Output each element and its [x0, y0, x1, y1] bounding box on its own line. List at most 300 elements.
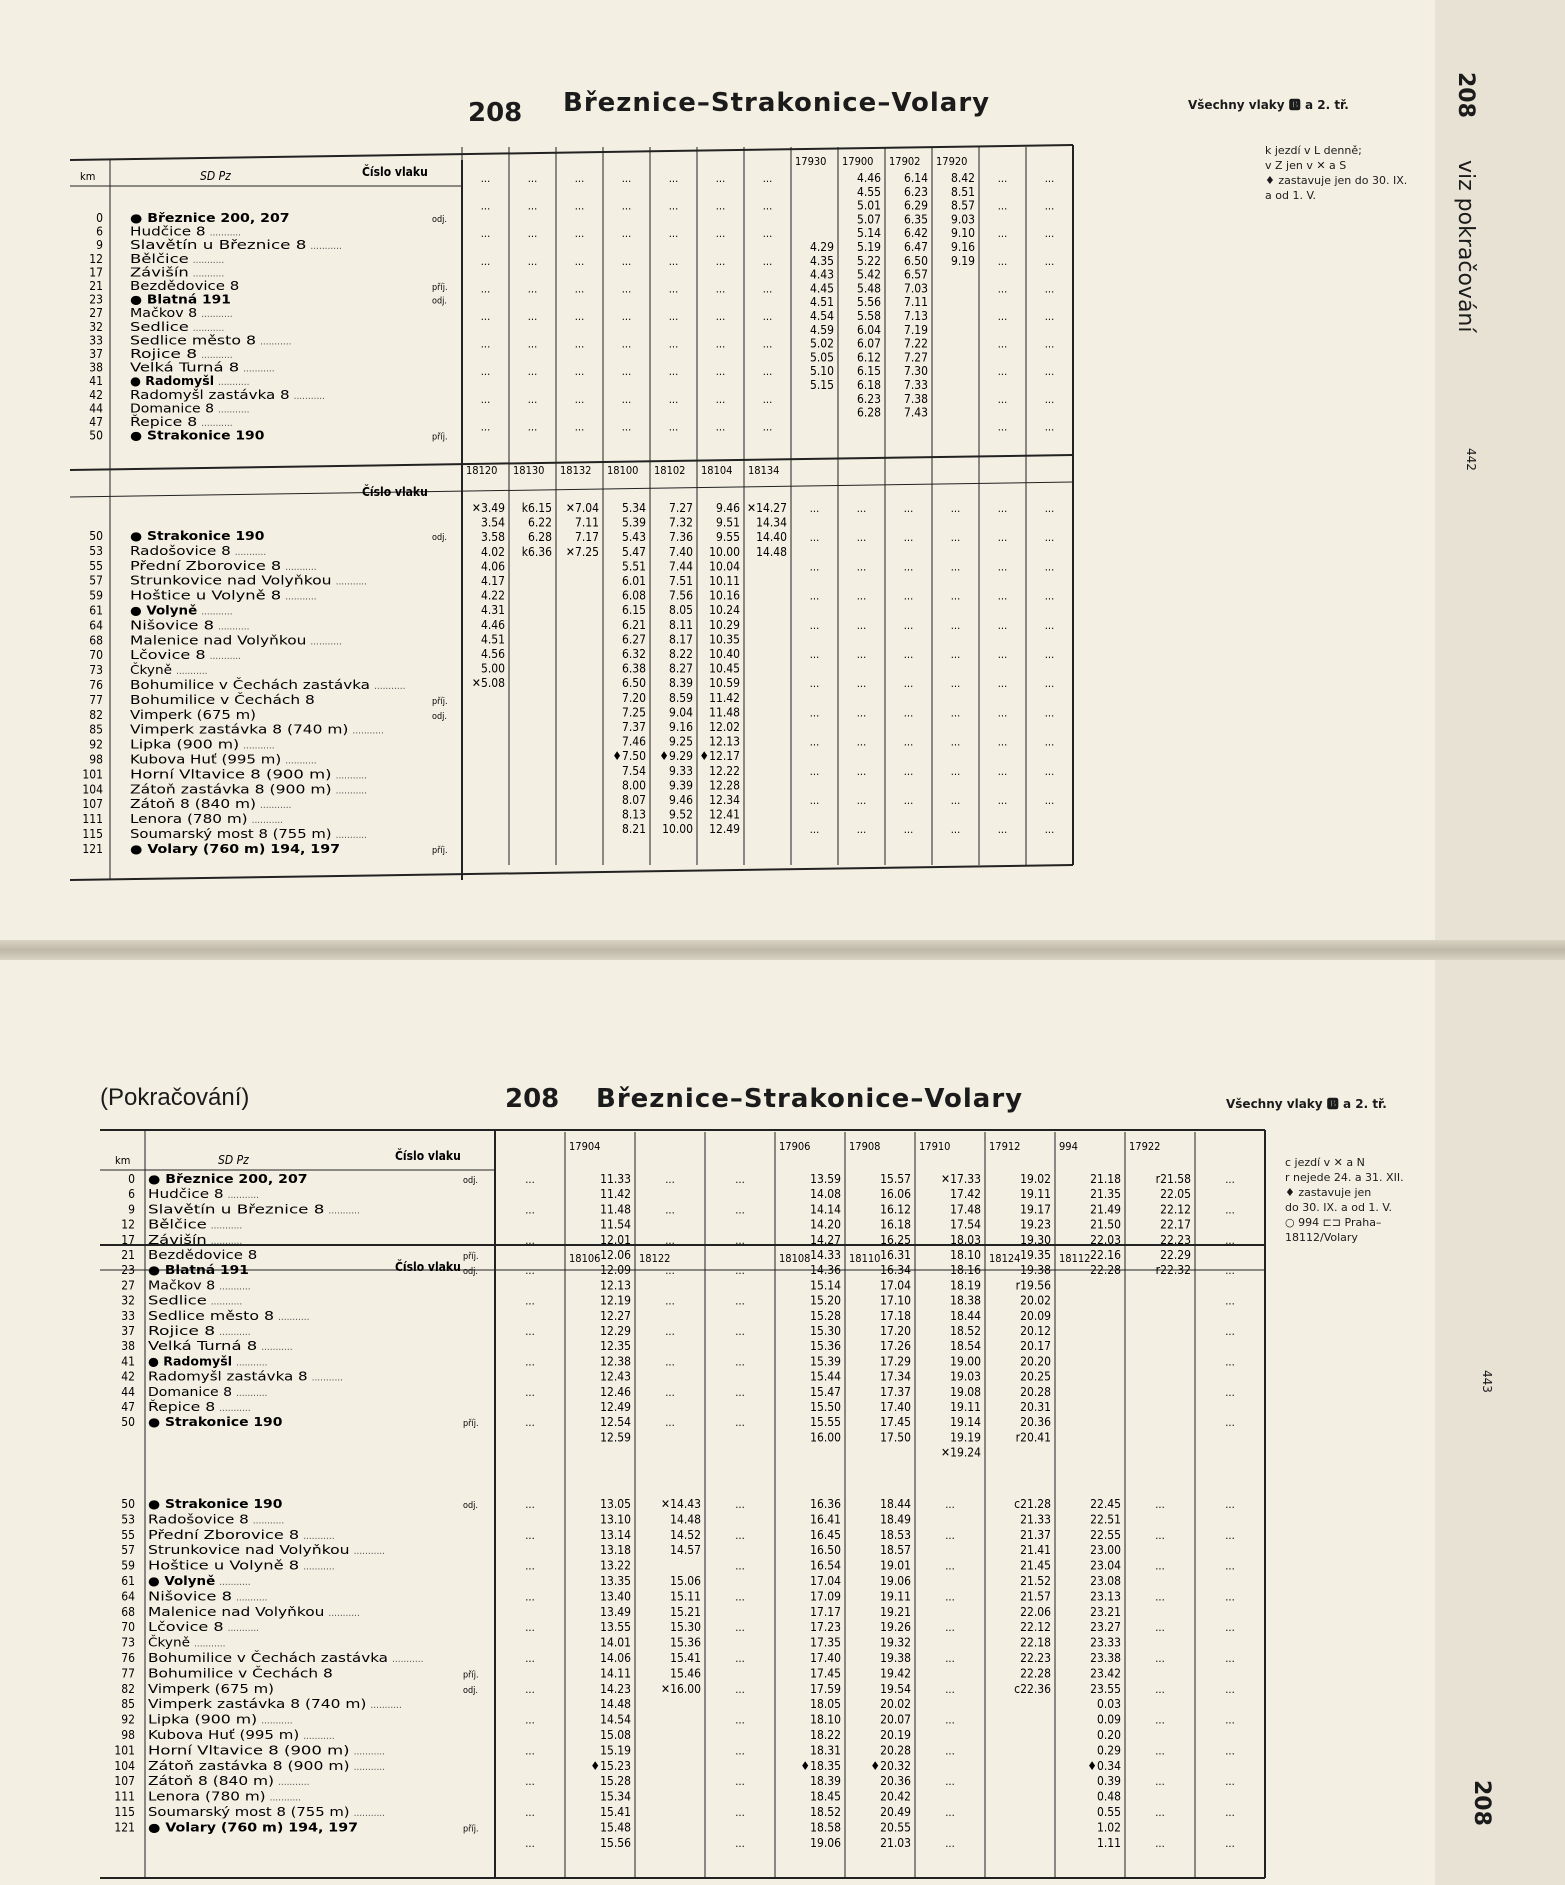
time-cell: 8.59	[668, 690, 693, 705]
empty-cell: ...	[735, 1806, 745, 1819]
leader-dots: ...........	[251, 815, 284, 827]
time-cell: 7.19	[903, 322, 928, 337]
time-cell: 6.50	[621, 676, 646, 691]
station-km: 44	[89, 401, 103, 416]
empty-cell: ...	[735, 1528, 745, 1542]
page-fold	[0, 940, 1565, 960]
empty-cell: ...	[1225, 1528, 1235, 1542]
time-cell: 6.38	[621, 661, 646, 676]
empty-cell: ...	[997, 618, 1008, 632]
leader-dots: ...........	[303, 1530, 335, 1542]
time-cell: 15.44	[810, 1369, 841, 1384]
empty-cell: ...	[715, 337, 726, 351]
leader-dots: ...........	[261, 1715, 293, 1727]
empty-cell: ...	[1155, 1528, 1165, 1542]
time-cell: 18.10	[810, 1712, 841, 1727]
station-name: ● Blatná 191	[148, 1263, 249, 1278]
station-name: ● Březnice 200, 207	[130, 211, 290, 225]
station-km: 98	[89, 752, 103, 767]
time-cell: 9.33	[668, 763, 693, 778]
empty-cell: ...	[856, 706, 867, 720]
time-cell: 9.39	[668, 778, 693, 793]
time-cell: 13.49	[600, 1604, 631, 1619]
empty-cell: ...	[735, 1744, 745, 1758]
time-cell: 8.27	[668, 661, 693, 676]
leader-dots: ...........	[192, 268, 225, 280]
train-number: 18132	[560, 464, 592, 477]
empty-cell: ...	[903, 764, 914, 778]
time-cell: ♦7.50	[612, 749, 646, 764]
time-cell: 12.38	[600, 1354, 631, 1369]
time-cell: 11.33	[600, 1172, 631, 1186]
empty-cell: ...	[1044, 764, 1055, 778]
station-name: Mačkov 8	[148, 1278, 216, 1293]
empty-cell: ...	[525, 1385, 535, 1399]
station-km: 107	[114, 1774, 135, 1789]
leader-dots: ...........	[236, 1357, 268, 1369]
leader-dots: ...........	[370, 1700, 402, 1712]
time-cell: ✕3.49	[471, 501, 505, 515]
empty-cell: ...	[945, 1498, 955, 1511]
station-name: Sedlice	[130, 319, 190, 334]
empty-cell: ...	[950, 677, 961, 691]
time-cell: 22.55	[1090, 1527, 1121, 1542]
empty-cell: ...	[1225, 1590, 1235, 1604]
station-name: Bezdědovice 8	[130, 279, 240, 293]
station-km: 6	[128, 1187, 135, 1202]
empty-cell: ...	[1044, 227, 1055, 241]
empty-cell: ...	[856, 823, 867, 837]
time-cell: 0.03	[1096, 1697, 1121, 1712]
empty-cell: ...	[997, 706, 1008, 720]
empty-cell: ...	[574, 420, 585, 434]
leader-dots: ...........	[353, 1546, 386, 1558]
station-name: Radomyšl zastávka 8	[148, 1369, 308, 1384]
empty-cell: ...	[809, 618, 820, 632]
station-km: 9	[128, 1202, 135, 1217]
station-km: 41	[121, 1354, 135, 1369]
time-cell: 17.37	[880, 1384, 911, 1399]
leader-dots: ...........	[210, 1296, 243, 1308]
empty-cell: ...	[621, 227, 632, 241]
time-cell: 13.14	[600, 1527, 631, 1542]
leader-dots: ...........	[285, 591, 317, 603]
leader-dots: ...........	[201, 606, 233, 618]
time-cell: 20.49	[880, 1805, 911, 1819]
time-cell: 19.19	[950, 1430, 981, 1445]
station-km: 12	[121, 1217, 135, 1232]
station-name: ● Radomyšl	[148, 1354, 232, 1369]
time-cell: 14.40	[756, 530, 787, 545]
leader-dots: ...........	[252, 1515, 285, 1527]
time-cell: 21.35	[1090, 1187, 1121, 1202]
time-cell: 22.16	[1090, 1248, 1121, 1262]
empty-cell: ...	[856, 648, 867, 661]
time-cell: 7.56	[668, 588, 693, 603]
time-cell: 15.48	[600, 1820, 631, 1835]
station-km: 115	[114, 1805, 135, 1819]
time-cell: 15.30	[810, 1324, 841, 1338]
train-number: 17910	[919, 1140, 951, 1153]
leader-dots: ...........	[353, 1746, 386, 1758]
empty-cell: ...	[525, 1621, 535, 1635]
empty-cell: ...	[997, 420, 1008, 434]
empty-cell: ...	[903, 648, 914, 661]
time-cell: 23.38	[1090, 1651, 1121, 1665]
train-number: 17902	[889, 155, 921, 168]
train-number-label: Číslo vlaku	[395, 1149, 461, 1163]
empty-cell: ...	[762, 392, 773, 406]
time-cell: 22.17	[1160, 1217, 1191, 1232]
time-cell: 8.39	[668, 676, 693, 691]
station-name: Domanice 8	[130, 401, 215, 416]
time-cell: 4.56	[480, 647, 505, 661]
empty-cell: ...	[480, 254, 491, 268]
station-name: Kubova Huť (995 m)	[130, 752, 282, 767]
station-km: 70	[121, 1620, 135, 1635]
empty-cell: ...	[735, 1836, 745, 1850]
empty-cell: ...	[809, 764, 820, 778]
leader-dots: ...........	[210, 1220, 243, 1232]
station-km: 32	[89, 319, 103, 334]
empty-cell: ...	[621, 282, 632, 296]
station-name: Strunkovice nad Volyňkou	[148, 1543, 350, 1558]
station-name: Malenice nad Volyňkou	[130, 633, 307, 648]
time-cell: 13.10	[600, 1512, 631, 1527]
time-cell: 15.20	[810, 1293, 841, 1308]
time-cell: 6.23	[856, 391, 881, 406]
empty-cell: ...	[735, 1355, 745, 1369]
empty-cell: ...	[1044, 282, 1055, 296]
empty-cell: ...	[945, 1528, 955, 1542]
time-cell: 12.49	[709, 822, 740, 837]
empty-cell: ...	[665, 1325, 675, 1338]
time-cell: 5.22	[856, 253, 881, 268]
arr-dep-mark: příj.	[432, 432, 448, 443]
station-name: Lenora (780 m)	[148, 1789, 266, 1804]
time-cell: 21.50	[1090, 1217, 1121, 1232]
rule-line	[70, 482, 1073, 497]
empty-cell: ...	[762, 282, 773, 296]
empty-cell: ...	[1225, 1416, 1235, 1430]
time-cell: 13.40	[600, 1589, 631, 1604]
empty-cell: ...	[574, 199, 585, 213]
station-km: 9	[96, 238, 103, 253]
station-name: ● Strakonice 190	[148, 1415, 283, 1430]
time-cell: 22.29	[1160, 1248, 1191, 1262]
station-km: 68	[121, 1604, 135, 1619]
empty-cell: ...	[997, 365, 1008, 379]
time-cell: 17.40	[810, 1651, 841, 1665]
empty-cell: ...	[668, 310, 679, 323]
time-cell: 18.03	[950, 1232, 981, 1247]
station-name: Přední Zborovice 8	[148, 1527, 300, 1542]
leader-dots: ...........	[303, 1731, 335, 1742]
station-name: Sedlice	[148, 1293, 208, 1308]
time-cell: 17.48	[950, 1202, 981, 1217]
empty-cell: ...	[527, 337, 538, 351]
time-cell: 7.22	[903, 336, 928, 351]
time-cell: 14.14	[810, 1202, 841, 1217]
empty-cell: ...	[945, 1590, 955, 1604]
empty-cell: ...	[1225, 1294, 1235, 1308]
time-cell: 5.51	[621, 559, 646, 574]
empty-cell: ...	[903, 502, 914, 515]
empty-cell: ...	[903, 531, 914, 545]
time-cell: 12.41	[709, 807, 740, 822]
time-cell: 4.35	[809, 253, 834, 268]
leader-dots: ...........	[311, 1372, 344, 1384]
empty-cell: ...	[1044, 618, 1055, 632]
empty-cell: ...	[735, 1385, 745, 1399]
leader-dots: ...........	[260, 336, 292, 348]
time-cell: 5.15	[809, 378, 834, 392]
empty-cell: ...	[1225, 1836, 1235, 1850]
time-cell: 9.19	[950, 253, 975, 268]
empty-cell: ...	[1225, 1355, 1235, 1369]
train-number: 17904	[569, 1140, 601, 1153]
time-cell: 8.11	[668, 617, 693, 632]
time-cell: 21.57	[1020, 1589, 1051, 1604]
time-cell: 14.52	[670, 1527, 701, 1542]
empty-cell: ...	[950, 560, 961, 574]
empty-cell: ...	[762, 172, 773, 185]
time-cell: 15.06	[670, 1574, 701, 1588]
empty-cell: ...	[762, 365, 773, 379]
train-number: 17930	[795, 155, 827, 168]
time-cell: r22.32	[1155, 1263, 1191, 1278]
time-cell: 21.52	[1020, 1574, 1051, 1588]
time-cell: 16.41	[810, 1512, 841, 1527]
time-cell: 12.54	[600, 1415, 631, 1430]
time-cell: 9.51	[715, 515, 740, 530]
arr-dep-mark: příj.	[463, 1824, 479, 1835]
empty-cell: ...	[945, 1559, 955, 1573]
time-cell: 15.34	[600, 1789, 631, 1804]
time-cell: 17.29	[880, 1354, 911, 1369]
station-name: ● Volary (760 m) 194, 197	[148, 1820, 358, 1835]
empty-cell: ...	[1155, 1498, 1165, 1511]
empty-cell: ...	[1044, 199, 1055, 213]
station-km: 59	[89, 588, 103, 603]
time-cell: 4.45	[809, 281, 834, 296]
empty-cell: ...	[668, 392, 679, 406]
footnote-line: ♦ zastavuje jen do 30. IX.	[1265, 174, 1408, 187]
empty-cell: ...	[574, 392, 585, 406]
time-cell: 15.56	[600, 1835, 631, 1850]
time-cell: 7.43	[903, 405, 928, 420]
time-cell: 0.20	[1096, 1728, 1121, 1742]
time-cell: 19.06	[880, 1574, 911, 1588]
time-cell: 5.48	[856, 281, 881, 296]
time-cell: 20.17	[1020, 1339, 1051, 1354]
station-km: 98	[121, 1728, 135, 1742]
time-cell: 17.50	[880, 1430, 911, 1445]
station-name: Hoštice u Volyně 8	[148, 1558, 300, 1573]
time-cell: 5.19	[856, 240, 881, 254]
leader-dots: ...........	[227, 1623, 260, 1635]
time-cell: 8.17	[668, 632, 693, 647]
time-cell: 20.28	[1020, 1384, 1051, 1399]
time-cell: 19.08	[950, 1384, 981, 1399]
station-name: ● Strakonice 190	[130, 529, 265, 543]
page-margin	[1435, 0, 1565, 940]
time-cell: 22.12	[1160, 1202, 1191, 1217]
leader-dots: ...........	[234, 546, 267, 558]
classes-note: Všechny vlaky 🅱 a 2. tř.	[1188, 98, 1349, 112]
time-cell: 18.39	[810, 1774, 841, 1789]
station-km: 59	[121, 1558, 135, 1573]
time-cell: 5.43	[621, 530, 646, 545]
timetable-title: Březnice–Strakonice–Volary	[596, 1084, 1024, 1114]
time-cell: 22.23	[1160, 1232, 1191, 1247]
time-cell: 6.22	[527, 515, 552, 530]
time-cell: 17.45	[880, 1415, 911, 1430]
train-number: 18120	[466, 464, 498, 477]
time-cell: 6.08	[621, 588, 646, 603]
time-cell: 9.46	[668, 793, 693, 807]
empty-cell: ...	[1044, 531, 1055, 545]
time-cell: 21.37	[1020, 1527, 1051, 1542]
arr-dep-mark: příj.	[463, 1252, 479, 1262]
empty-cell: ...	[809, 677, 820, 691]
empty-cell: ...	[525, 1590, 535, 1604]
time-cell: 10.16	[709, 588, 740, 603]
empty-cell: ...	[1225, 1264, 1235, 1278]
footnote-line: v Z jen v ✕ a S	[1265, 159, 1347, 172]
time-cell: 23.08	[1090, 1574, 1121, 1588]
empty-cell: ...	[735, 1173, 745, 1186]
time-cell: ♦0.34	[1087, 1758, 1121, 1773]
empty-cell: ...	[525, 1203, 535, 1217]
empty-cell: ...	[903, 618, 914, 632]
time-cell: 8.22	[668, 647, 693, 661]
train-number: 18112	[1059, 1252, 1091, 1265]
time-cell: 13.55	[600, 1620, 631, 1635]
time-cell: 7.13	[903, 309, 928, 323]
empty-cell: ...	[574, 310, 585, 323]
time-cell: 4.51	[480, 632, 505, 647]
time-cell: 18.52	[810, 1805, 841, 1819]
time-cell: 4.06	[480, 559, 505, 574]
time-cell: 15.21	[670, 1604, 701, 1619]
time-cell: 5.58	[856, 309, 881, 323]
station-km: 101	[114, 1743, 135, 1758]
time-cell: 18.05	[810, 1697, 841, 1712]
time-cell: 6.12	[856, 350, 881, 365]
time-cell: 22.06	[1020, 1604, 1051, 1619]
time-cell: 7.03	[903, 281, 928, 296]
station-km: 50	[121, 1497, 135, 1511]
time-cell: 21.03	[880, 1835, 911, 1850]
empty-cell: ...	[735, 1416, 745, 1430]
time-cell: 15.08	[600, 1728, 631, 1742]
time-cell: 6.14	[903, 171, 928, 185]
station-name: ● Volyně	[130, 603, 198, 618]
empty-cell: ...	[997, 282, 1008, 296]
time-cell: k6.15	[521, 501, 552, 515]
train-number: 994	[1059, 1140, 1078, 1153]
station-name: Čkyně	[130, 663, 164, 678]
time-cell: 17.59	[810, 1681, 841, 1696]
leader-dots: ...........	[176, 666, 208, 678]
time-cell: 21.49	[1090, 1202, 1121, 1217]
station-km: 92	[89, 737, 103, 752]
empty-cell: ...	[1225, 1775, 1235, 1789]
time-cell: 5.02	[809, 336, 834, 351]
time-cell: 6.35	[903, 212, 928, 227]
arr-dep-mark: příj.	[432, 696, 448, 707]
empty-cell: ...	[856, 794, 867, 807]
timetable-grid-bottom	[0, 960, 1470, 1885]
train-number: 18104	[701, 464, 733, 477]
empty-cell: ...	[525, 1744, 535, 1758]
station-name: Hoštice u Volyně 8	[130, 588, 282, 603]
station-name: Nišovice 8	[130, 618, 215, 633]
empty-cell: ...	[525, 1713, 535, 1727]
time-cell: 5.34	[621, 501, 646, 515]
time-cell: 19.35	[1020, 1248, 1051, 1262]
time-cell: 14.48	[600, 1697, 631, 1712]
time-cell: 12.49	[600, 1400, 631, 1414]
footnote-line: a od 1. V.	[1265, 189, 1317, 202]
empty-cell: ...	[480, 199, 491, 213]
time-cell: 13.59	[810, 1172, 841, 1186]
time-cell: 4.55	[856, 184, 881, 199]
time-cell: 18.38	[950, 1293, 981, 1308]
station-km: 76	[89, 678, 103, 692]
empty-cell: ...	[1225, 1233, 1235, 1247]
station-km: 38	[121, 1339, 135, 1354]
time-cell: 12.34	[709, 793, 740, 807]
station-km: 37	[121, 1324, 135, 1338]
time-cell: 12.06	[600, 1248, 631, 1262]
station-km: 53	[89, 543, 103, 558]
empty-cell: ...	[525, 1498, 535, 1511]
time-cell: ✕7.25	[565, 544, 599, 559]
time-cell: r20.41	[1015, 1430, 1051, 1445]
empty-cell: ...	[945, 1836, 955, 1850]
empty-cell: ...	[1044, 392, 1055, 406]
empty-cell: ...	[621, 199, 632, 213]
time-cell: 17.35	[810, 1635, 841, 1650]
time-cell: 18.58	[810, 1820, 841, 1835]
train-number-label: Číslo vlaku	[395, 1260, 461, 1274]
rule-line	[70, 145, 1073, 160]
time-cell: 10.59	[709, 676, 740, 691]
footnote-line: 18112/Volary	[1285, 1231, 1358, 1244]
empty-cell: ...	[997, 531, 1008, 545]
time-cell: 16.25	[880, 1232, 911, 1247]
station-name: Bohumilice v Čechách zastávka	[130, 678, 301, 692]
time-cell: 20.31	[1020, 1400, 1051, 1414]
empty-cell: ...	[574, 365, 585, 379]
time-cell: 20.25	[1020, 1369, 1051, 1384]
empty-cell: ...	[527, 310, 538, 323]
empty-cell: ...	[668, 254, 679, 268]
time-cell: 15.50	[810, 1400, 841, 1414]
leader-dots: ...........	[192, 254, 225, 266]
empty-cell: ...	[668, 337, 679, 351]
empty-cell: ...	[665, 1294, 675, 1308]
train-number-label: Číslo vlaku	[362, 165, 428, 179]
leader-dots: ...........	[243, 363, 275, 375]
time-cell: 15.19	[600, 1743, 631, 1758]
empty-cell: ...	[1225, 1652, 1235, 1665]
leader-dots: ...........	[285, 561, 317, 573]
arr-dep-mark: odj.	[463, 1501, 478, 1511]
time-cell: 12.02	[709, 720, 740, 734]
